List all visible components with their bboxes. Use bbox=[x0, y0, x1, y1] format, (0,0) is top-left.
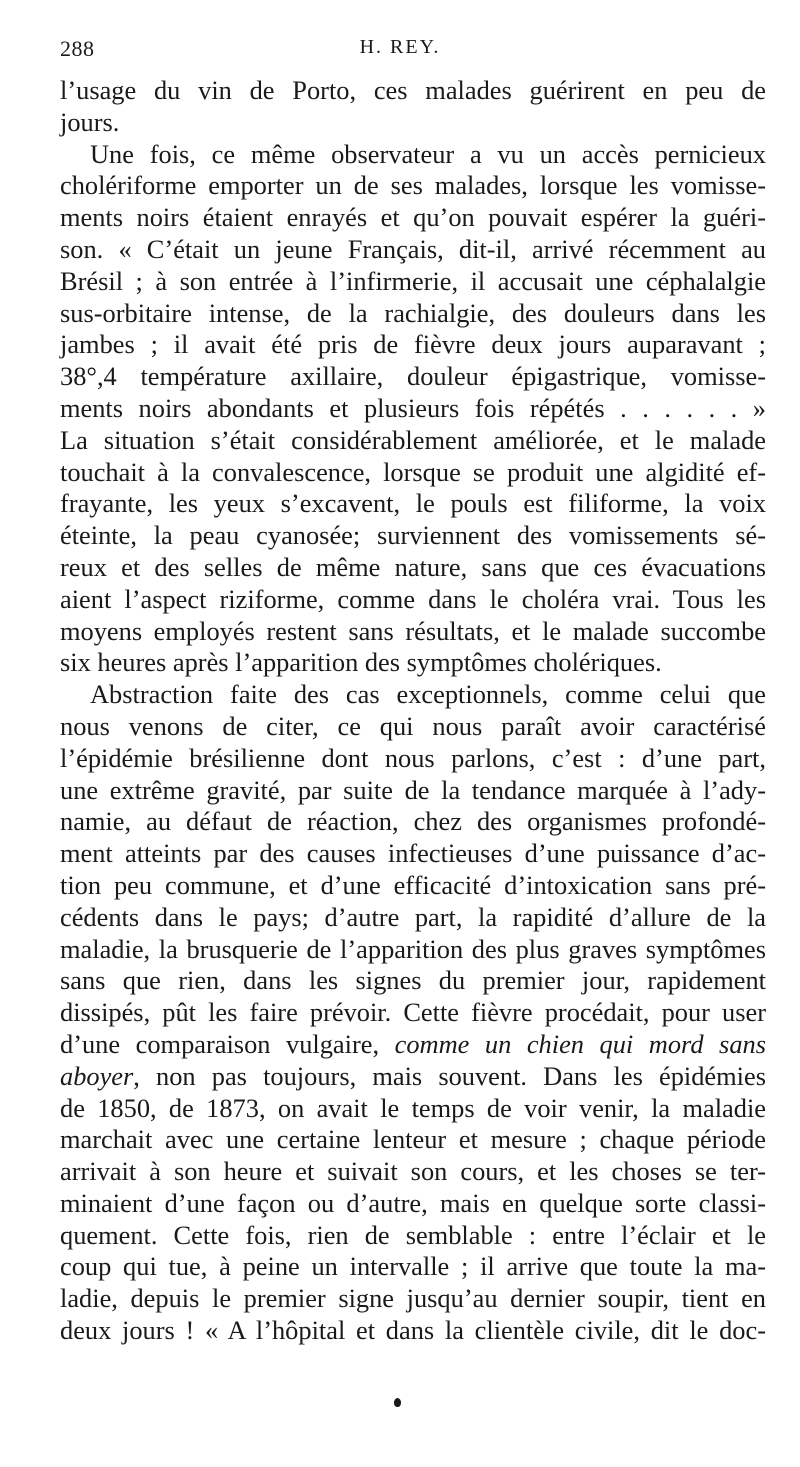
text-line: éteinte, la peau cyanosée; surviennent des vomissements sé- bbox=[60, 520, 766, 551]
text-line: touchait à la convalescence, lorsque se produit une algidité ef- bbox=[60, 456, 766, 487]
text-line: aient l’aspect riziforme, comme dans le choléra vrai. Tous les bbox=[60, 583, 766, 614]
text-line: Une fois, ce même observateur a vu un accès pernicieux bbox=[90, 138, 766, 169]
text-line: son. « C’était un jeune Français, dit-il, arrivé récemment au bbox=[60, 233, 766, 264]
text-line: ladie, depuis le premier signe jusqu’au dernier soupir, tient en bbox=[60, 1283, 766, 1314]
text-line: sans que rien, dans les signes du premier jour, rapidement bbox=[60, 965, 766, 996]
text-line bbox=[60, 1029, 766, 1061]
text-line: Brésil ; à son entrée à l’infirmerie, il accusait une céphalalgie bbox=[60, 265, 766, 296]
text-fragment: d’une comparaison vulgaire, bbox=[60, 1028, 380, 1059]
text-line: minaient d’une façon ou d’autre, mais en quelque sorte classi- bbox=[60, 1187, 766, 1218]
text-line: ment atteints par des causes infectieuses d’une puissance d’ac- bbox=[60, 838, 766, 869]
text-line: dissipés, pût les faire prévoir. Cette fièvre procédait, pour user bbox=[60, 997, 766, 1028]
text-line: une extrême gravité, par suite de la tendance marquée à l’ady- bbox=[60, 774, 766, 805]
text-line: de 1850, de 1873, on avait le temps de voir venir, la maladie bbox=[60, 1092, 766, 1123]
text-line: cédents dans le pays; d’autre part, la rapidité d’allure de la bbox=[60, 901, 766, 932]
text-fragment: , non pas toujours, mais souvent. Dans les épidémies bbox=[133, 1060, 766, 1091]
page-number: 288 bbox=[60, 36, 95, 61]
page-header bbox=[0, 36, 800, 66]
text-line: coup qui tue, à peine un intervalle ; il arrive que toute la ma- bbox=[60, 1251, 766, 1282]
text-line: ments noirs abondants et plusieurs fois répétés . . . . . . » bbox=[60, 392, 766, 423]
text-line: jours. bbox=[60, 106, 120, 137]
text-line: marchait avec une certaine lenteur et mesure ; chaque période bbox=[60, 1124, 766, 1155]
italic-phrase: aboyer bbox=[60, 1060, 134, 1091]
text-line bbox=[60, 1061, 766, 1093]
text-line: arrivait à son heure et suivait son cours, et les choses se ter- bbox=[60, 1156, 766, 1187]
text-line: l’épidémie brésilienne dont nous parlons, c’est : d’une part, bbox=[60, 742, 766, 773]
ink-dot bbox=[394, 1398, 401, 1407]
running-head: H. REY. bbox=[359, 36, 441, 58]
text-line: nous venons de citer, ce qui nous paraît avoir caractérisé bbox=[60, 710, 766, 741]
text-line: l’usage du vin de Porto, ces malades guérirent en peu de bbox=[60, 75, 766, 105]
text-line: reux et des selles de même nature, sans que ces évacuations bbox=[60, 551, 766, 582]
text-line: tion peu commune, et d’une efficacité d’intoxication sans pré- bbox=[60, 869, 766, 900]
text-line: ments noirs étaient enrayés et qu’on pouvait espérer la guéri- bbox=[60, 202, 766, 233]
text-line: frayante, les yeux s’excavent, le pouls est filiforme, la voix bbox=[60, 488, 766, 519]
text-line: cholériforme emporter un de ses malades, lorsque les vomisse- bbox=[60, 170, 766, 201]
text-line: deux jours ! « A l’hôpital et dans la clientèle civile, dit le doc- bbox=[60, 1315, 766, 1346]
text-line: maladie, la brusquerie de l’apparition des plus graves symptômes bbox=[60, 933, 766, 964]
italic-phrase: comme un chien qui mord sans bbox=[394, 1028, 766, 1059]
text-line: Abstraction faite des cas exceptionnels, comme celui que bbox=[90, 679, 766, 710]
text-line: La situation s’était considérablement améliorée, et le malade bbox=[60, 424, 766, 455]
text-line: quement. Cette fois, rien de semblable : entre l’éclair et le bbox=[60, 1219, 766, 1250]
body-text bbox=[60, 75, 766, 1347]
text-line: 38°,4 température axillaire, douleur épigastrique, vomisse- bbox=[60, 361, 766, 392]
text-line: moyens employés restent sans résultats, et le malade succombe bbox=[60, 615, 766, 646]
text-line: namie, au défaut de réaction, chez des organismes profondé- bbox=[60, 806, 766, 837]
text-line: jambes ; il avait été pris de fièvre deux jours auparavant ; bbox=[60, 329, 766, 360]
text-line: sus-orbitaire intense, de la rachialgie, des douleurs dans les bbox=[60, 297, 766, 328]
text-line: six heures après l’apparition des symptômes cholériques. bbox=[60, 647, 662, 678]
